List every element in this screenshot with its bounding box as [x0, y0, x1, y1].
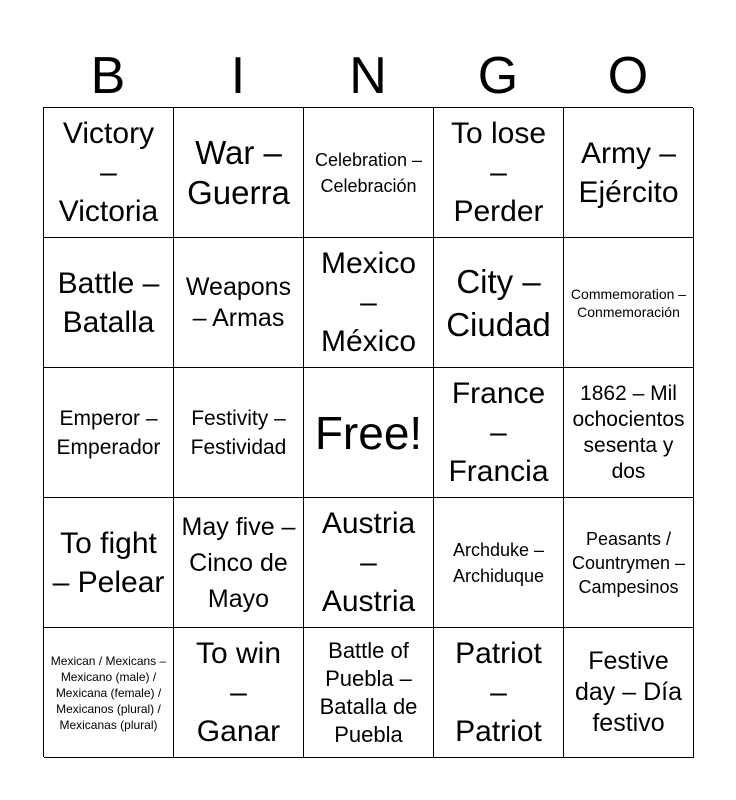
bingo-cell[interactable]: [564, 238, 694, 368]
bingo-cell[interactable]: [304, 238, 434, 368]
header-letter-b: B: [90, 47, 126, 105]
bingo-cell[interactable]: [564, 368, 694, 498]
bingo-cell[interactable]: [564, 108, 694, 238]
header-letter-i: I: [230, 47, 246, 105]
cell-text: Festivity – Festividad: [190, 406, 287, 459]
cell-text: Emperor – Emperador: [56, 406, 161, 459]
bingo-board: [43, 107, 693, 757]
bingo-cell[interactable]: [564, 498, 694, 628]
bingo-cell[interactable]: [304, 368, 434, 498]
header-letter-g: G: [477, 47, 519, 105]
bingo-cell[interactable]: [44, 108, 174, 238]
bingo-header: [43, 45, 693, 107]
bingo-cell[interactable]: [174, 628, 304, 758]
bingo-cell[interactable]: [434, 238, 564, 368]
bingo-cell[interactable]: [174, 108, 304, 238]
bingo-cell[interactable]: [564, 628, 694, 758]
cell-text: War – Guerra: [187, 133, 290, 211]
bingo-cell[interactable]: [174, 498, 304, 628]
cell-text: Celebration – Celebración: [314, 149, 423, 196]
cell-text: Commemoration – Conmemoración: [570, 285, 687, 320]
cell-text: Mexican / Mexicans – Mexicano (male) / Mexicana (female) / Mexicanos (plural) / Mexicanas (plural): [50, 653, 167, 732]
cell-text: Battle of Puebla – Batalla de Puebla: [319, 637, 418, 747]
bingo-cell[interactable]: [44, 498, 174, 628]
cell-text: To fight – Pelear: [52, 526, 165, 599]
header-letter-o: O: [607, 47, 649, 105]
bingo-cell[interactable]: [44, 238, 174, 368]
cell-text: Peasants / Countrymen – Campesinos: [571, 528, 686, 597]
bingo-cell[interactable]: [174, 238, 304, 368]
cell-text: 1862 – Mil ochocientos sesenta y dos: [572, 381, 685, 483]
cell-text: Army – Ejército: [578, 136, 679, 209]
bingo-cell[interactable]: [44, 368, 174, 498]
bingo-cell[interactable]: [434, 628, 564, 758]
cell-text: Patriot – Patriot: [455, 637, 542, 748]
cell-text: Archduke – Archiduque: [452, 539, 545, 586]
bingo-cell[interactable]: [304, 108, 434, 238]
cell-text: Victory – Victoria: [58, 117, 159, 228]
cell-text: Battle – Batalla: [57, 266, 160, 339]
cell-text: To win – Ganar: [195, 637, 282, 748]
bingo-cell[interactable]: [434, 108, 564, 238]
bingo-cell[interactable]: [44, 628, 174, 758]
cell-text: May five – Cinco de Mayo: [181, 512, 296, 613]
free-space: Free!: [314, 406, 423, 459]
cell-text: Festive day – Día festivo: [574, 647, 682, 737]
bingo-cell[interactable]: [174, 368, 304, 498]
cell-text: Weapons – Armas: [185, 272, 292, 332]
bingo-cell[interactable]: [434, 368, 564, 498]
bingo-cell[interactable]: [434, 498, 564, 628]
bingo-cell[interactable]: [304, 498, 434, 628]
cell-text: Mexico – México: [320, 247, 417, 358]
cell-text: To lose – Perder: [450, 117, 547, 228]
cell-text: Austria – Austria: [321, 507, 416, 618]
cell-text: City – Ciudad: [446, 262, 551, 343]
header-letter-n: N: [349, 47, 387, 105]
cell-text: France – Francia: [448, 377, 549, 488]
bingo-cell[interactable]: [304, 628, 434, 758]
